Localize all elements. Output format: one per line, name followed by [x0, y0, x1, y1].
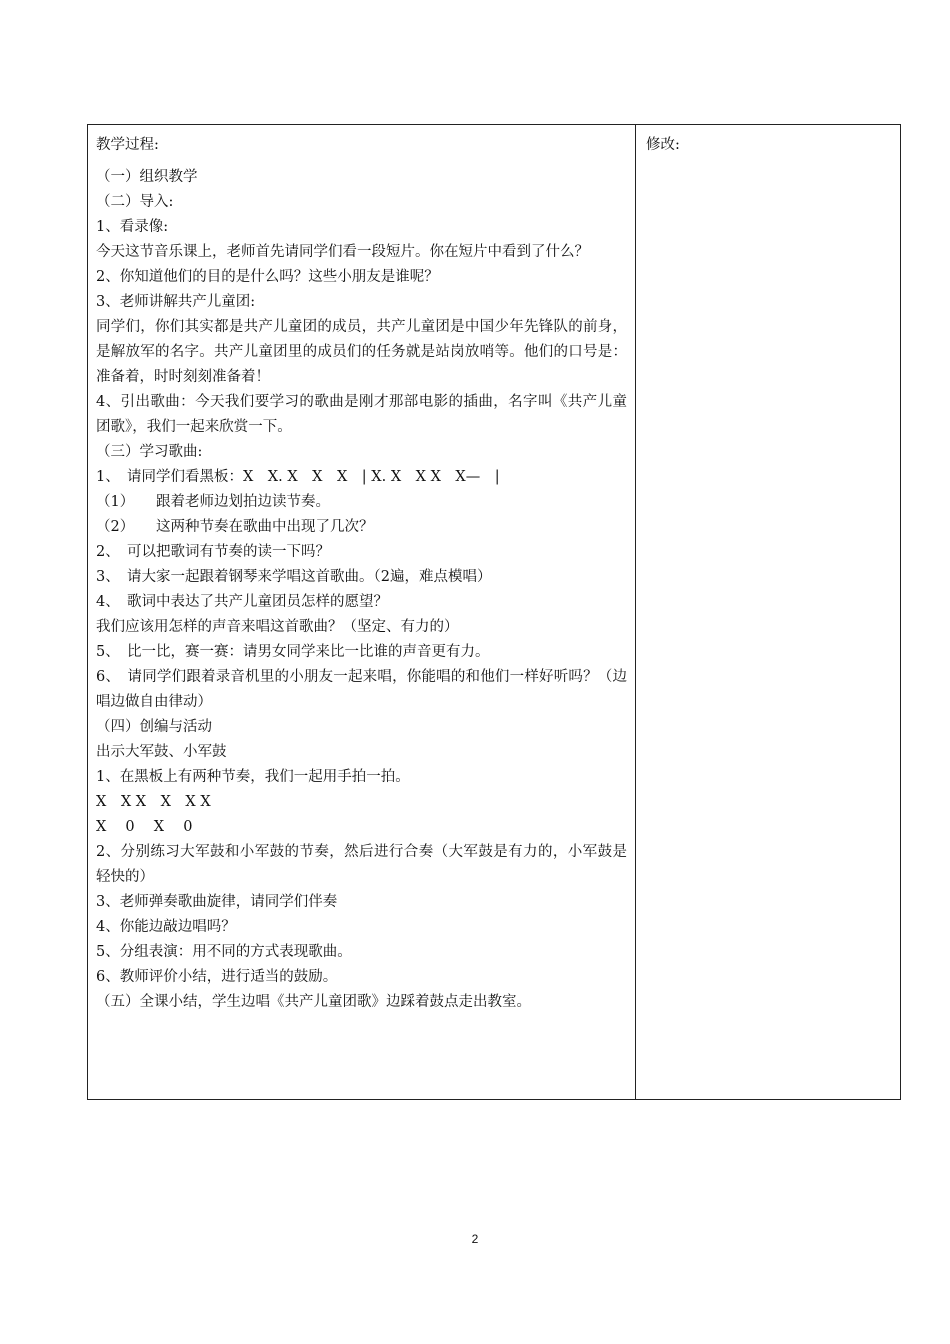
- section-3-learn-song: （三）学习歌曲:: [96, 444, 203, 460]
- learn-step-6: 6、 请同学们跟着录音机里的小朋友一起来唱，你能唱的和他们一样好听吗？（边唱边做自由律动）: [96, 669, 627, 710]
- teaching-process-heading: 教学过程:: [96, 137, 159, 153]
- intro-step-4: 4、引出歌曲：今天我们要学习的歌曲是刚才那部电影的插曲，名字叫《共产儿童团歌》，我们一起来欣赏一下。: [96, 394, 627, 435]
- intro-step-1-text: 今天这节音乐课上，老师首先请同学们看一段短片。你在短片中看到了什么？: [96, 244, 589, 260]
- create-step-1: 1、在黑板上有两种节奏，我们一起用手拍一拍。: [96, 769, 410, 785]
- lesson-table: [87, 124, 901, 1100]
- create-step-6: 6、教师评价小结，进行适当的鼓励。: [96, 969, 338, 985]
- create-step-4: 4、你能边敲边唱吗？: [96, 919, 236, 935]
- learn-step-2: 2、 可以把歌词有节奏的读一下吗？: [96, 544, 330, 560]
- intro-step-3: 3、老师讲解共产儿童团:: [96, 294, 256, 310]
- learn-step-1-rhythm: 1、 请同学们看黑板：X X. X X X | X. X X X X— |: [96, 469, 500, 485]
- learn-step-5: 5、 比一比，赛一赛：请男女同学来比一比谁的声音更有力。: [96, 644, 490, 660]
- section-5-summary: （五）全课小结，学生边唱《共产儿童团歌》边踩着鼓点走出教室。: [96, 994, 531, 1010]
- create-step-5: 5、分组表演：用不同的方式表现歌曲。: [96, 944, 352, 960]
- intro-step-2: 2、你知道他们的目的是什么吗？这些小朋友是谁呢？: [96, 269, 439, 285]
- learn-step-3: 3、 请大家一起跟着钢琴来学唱这首歌曲。（2遍，难点模唱）: [96, 569, 492, 585]
- create-step-3: 3、老师弹奏歌曲旋律，请同学们伴奏: [96, 894, 338, 910]
- section-4-create: （四）创编与活动: [96, 719, 212, 735]
- page-number: 2: [471, 1232, 479, 1246]
- section-1-organize: （一）组织教学: [96, 169, 198, 185]
- create-drums: 出示大军鼓、小军鼓: [96, 744, 227, 760]
- rhythm-pattern-2: X 0 X 0: [96, 819, 193, 835]
- teaching-process-cell: [88, 125, 636, 1099]
- revision-heading: 修改:: [646, 137, 680, 153]
- create-step-2: 2、分别练习大军鼓和小军鼓的节奏，然后进行合奏（大军鼓是有力的，小军鼓是轻快的）: [96, 844, 627, 885]
- learn-step-4-question: 我们应该用怎样的声音来唱这首歌曲？（坚定、有力的）: [96, 619, 459, 635]
- section-2-intro: （二）导入:: [96, 194, 174, 210]
- revision-cell: [636, 125, 900, 1099]
- learn-step-1-sub-2: （2） 这两种节奏在歌曲中出现了几次？: [96, 519, 374, 535]
- rhythm-pattern-1: X X X X X X: [96, 794, 211, 810]
- learn-step-1-sub-1: （1） 跟着老师边划拍边读节奏。: [96, 494, 330, 510]
- intro-step-3-text: 同学们，你们其实都是共产儿童团的成员，共产儿童团是中国少年先锋队的前身，是解放军的名字。共产儿童团里的成员们的任务就是站岗放哨等。他们的口号是：准备着，时时刻刻准备着！: [96, 319, 627, 385]
- intro-step-1: 1、看录像:: [96, 219, 169, 235]
- learn-step-4: 4、 歌词中表达了共产儿童团员怎样的愿望？: [96, 594, 388, 610]
